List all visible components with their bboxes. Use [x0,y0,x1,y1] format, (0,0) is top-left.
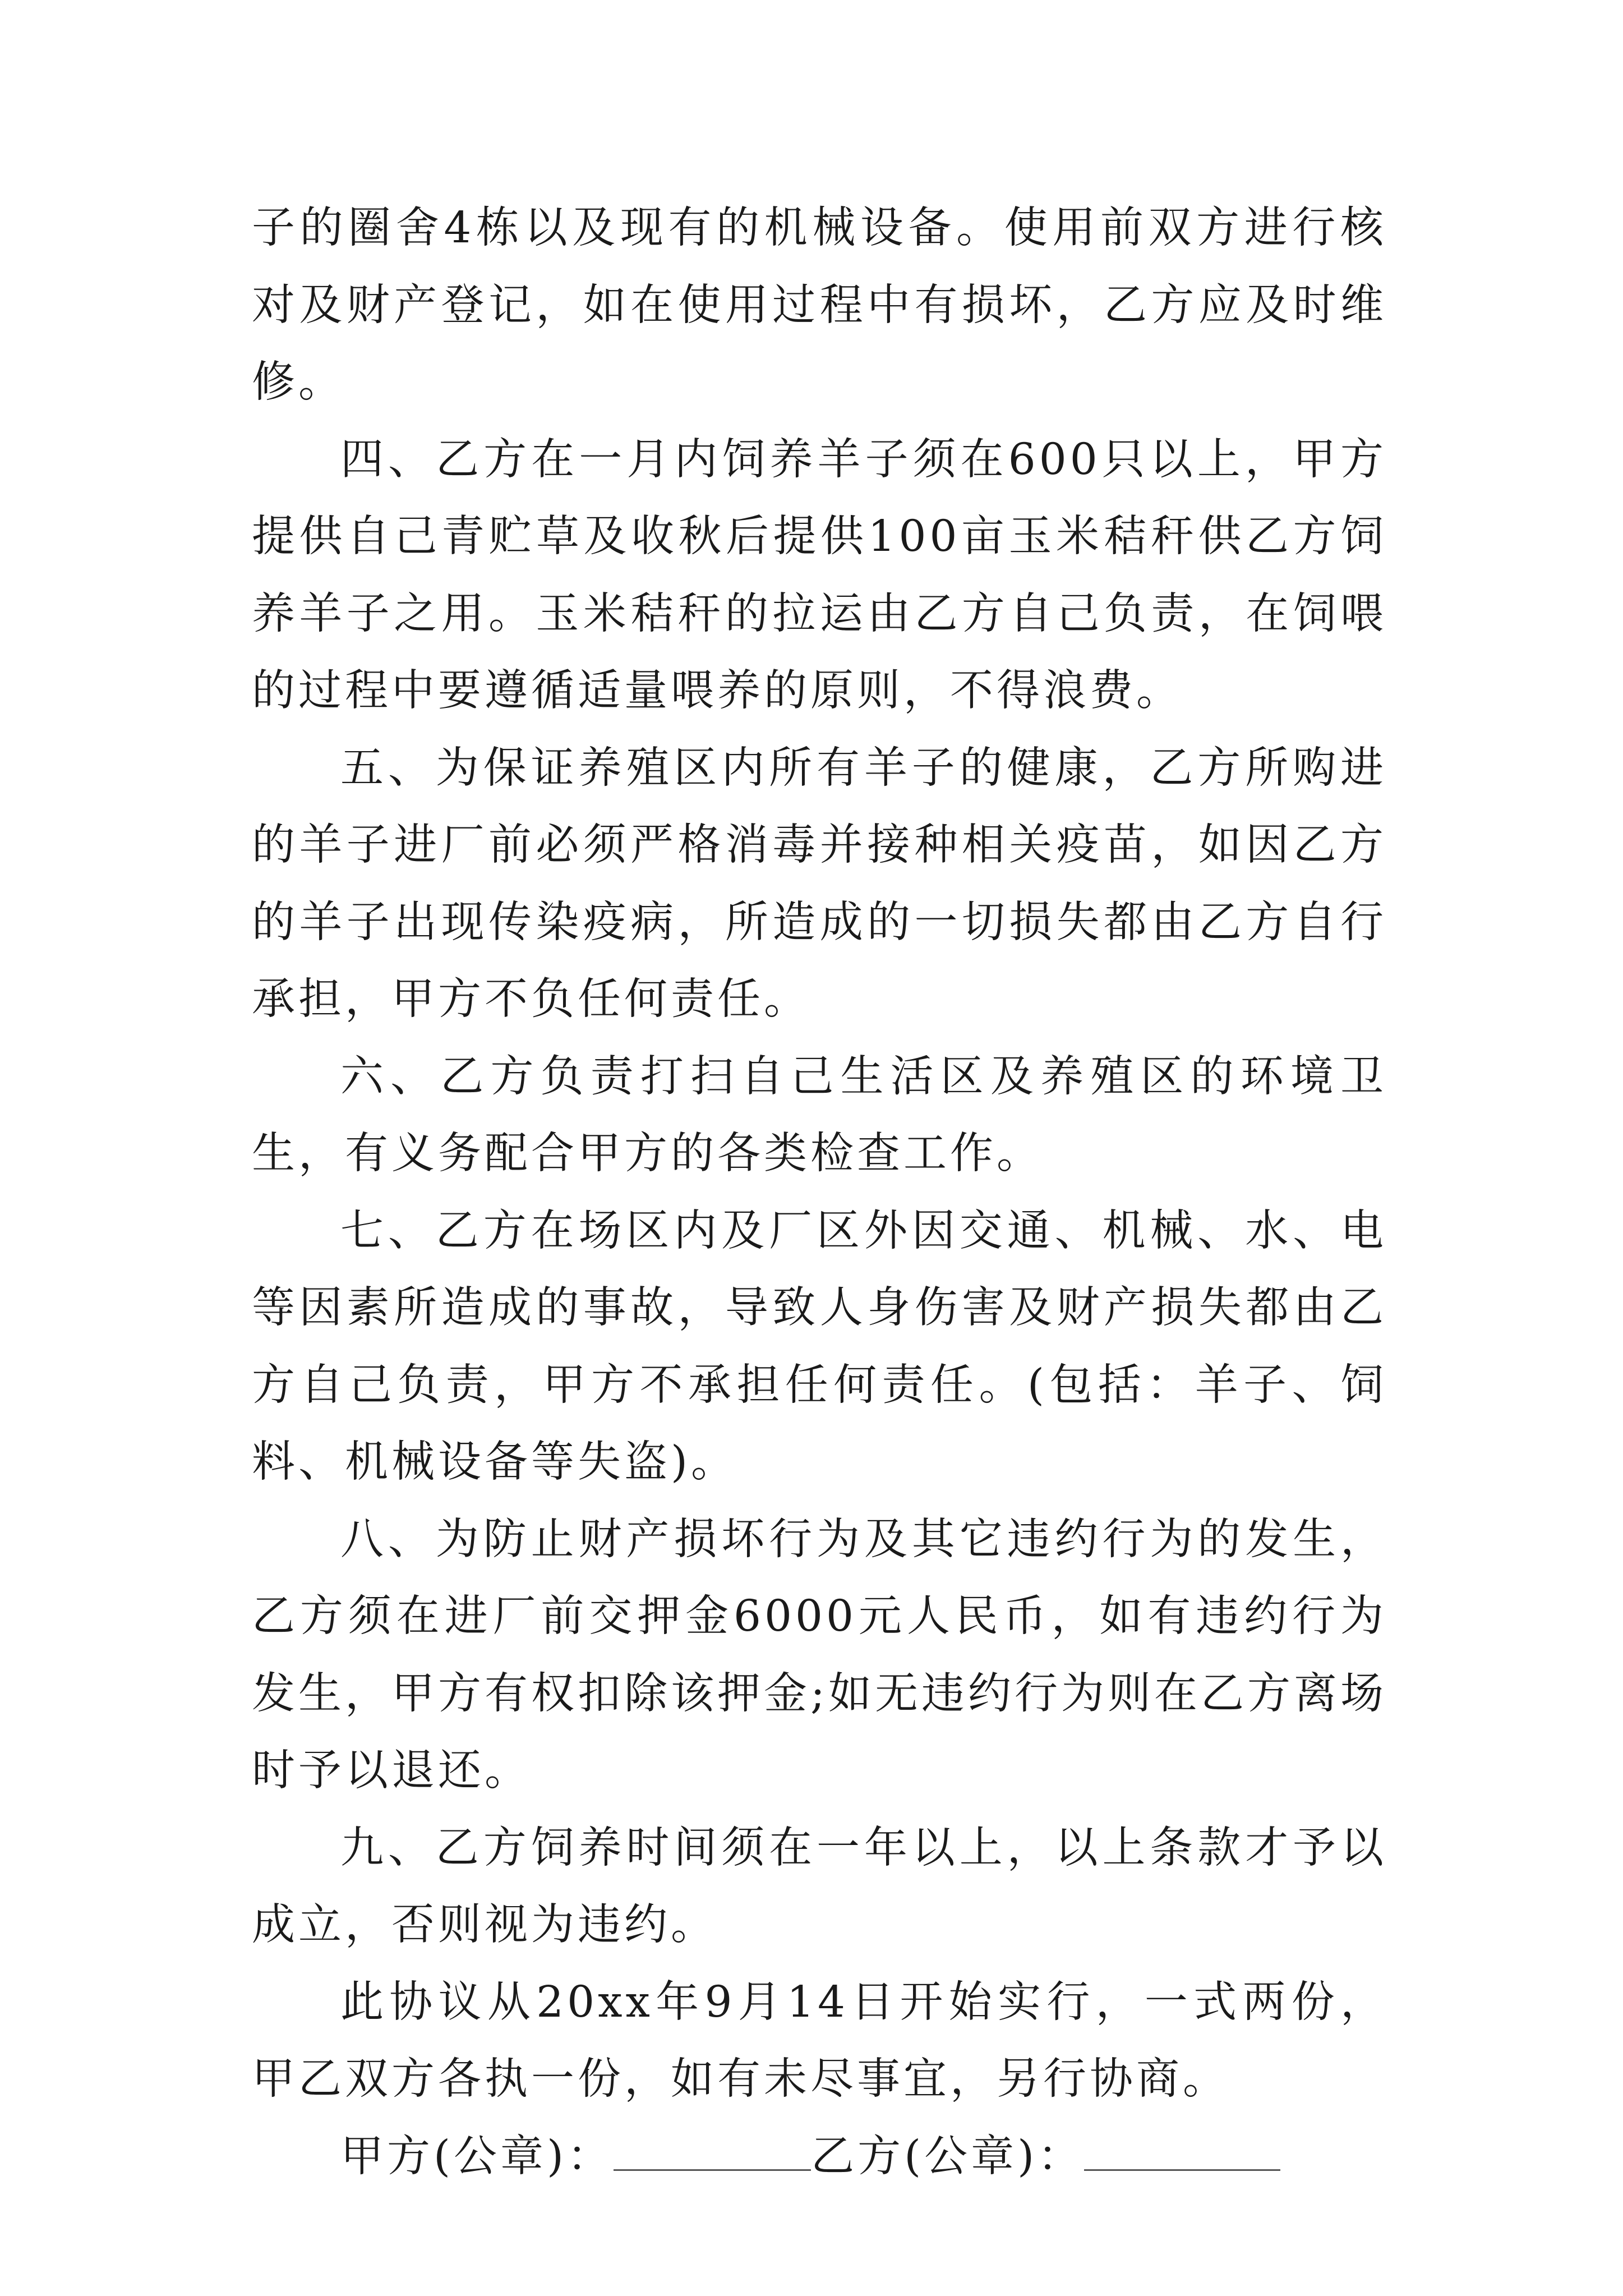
clause-7: 七、乙方在场区内及厂区外因交通、机械、水、电等因素所造成的事故，导致人身伤害及财产损失都由乙方自己负责，甲方不承担任何责任。(包括：羊子、饲料、机械设备等失盗)。 [252,1205,1387,1487]
signature-row [252,2118,1387,2196]
clause-9: 九、乙方饲养时间须在一年以上，以上条款才予以成立，否则视为违约。 [252,1823,1387,1950]
party-b-seal-blank [1084,2133,1280,2171]
clause-6: 六、乙方负责打扫自己生活区及养殖区的环境卫生，有义务配合甲方的各类检查工作。 [252,1051,1387,1179]
contract-body [252,190,1387,2195]
effective-date-paragraph: 此协议从20xx年9月14日开始实行，一式两份，甲乙双方各执一份，如有未尽事宜，另行协商。 [252,1977,1387,2104]
party-a-seal-label: 甲方(公章)： [340,2131,614,2182]
clause-4: 四、乙方在一月内饲养羊子须在600只以上，甲方提供自己青贮草及收秋后提供100亩玉米秸秆供乙方饲养羊子之用。玉米秸秆的拉运由乙方自己负责，在饲喂的过程中要遵循适量喂养的原则，不得浪费。 [252,434,1387,716]
clause-8: 八、为防止财产损坏行为及其它违约行为的发生，乙方须在进厂前交押金6000元人民币，如有违约行为发生，甲方有权扣除该押金;如无违约行为则在乙方离场时予以退还。 [252,1514,1387,1796]
clause-5: 五、为保证养殖区内所有羊子的健康，乙方所购进的羊子进厂前必须严格消毒并接种相关疫苗，如因乙方的羊子出现传染疫病，所造成的一切损失都由乙方自行承担，甲方不负任何责任。 [252,743,1387,1024]
paragraph-continuation: 子的圈舍4栋以及现有的机械设备。使用前双方进行核对及财产登记，如在使用过程中有损坏，乙方应及时维修。 [252,203,1387,407]
party-b-seal-label: 乙方(公章)： [811,2131,1085,2182]
party-a-seal-blank [614,2133,811,2171]
